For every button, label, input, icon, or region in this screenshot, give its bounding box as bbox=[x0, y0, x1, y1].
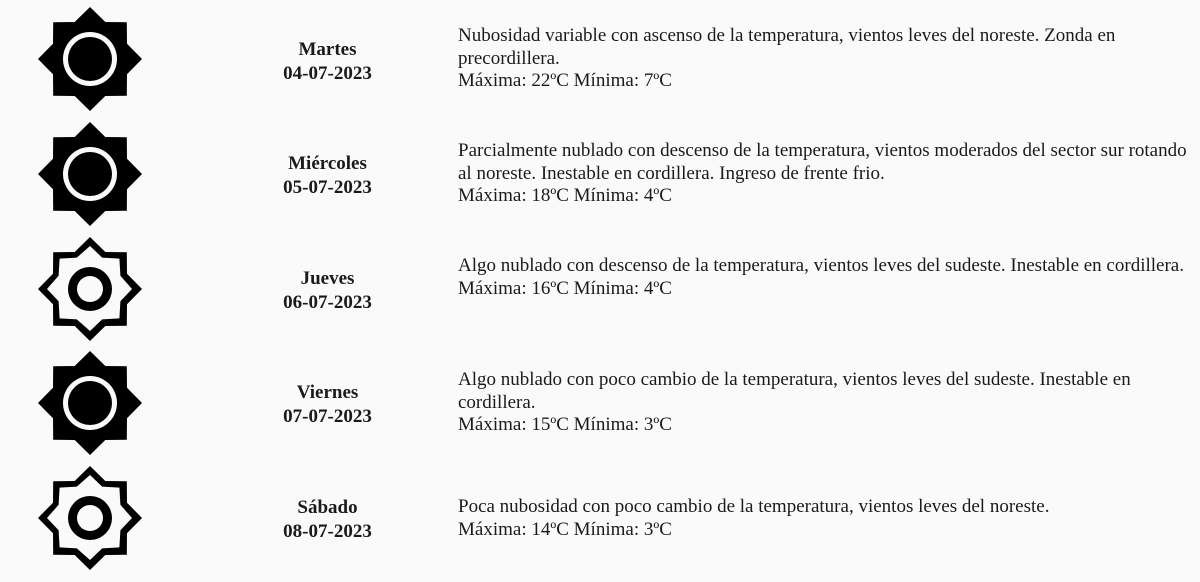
temperature-range: Máxima: 15ºC Mínima: 3ºC bbox=[458, 414, 672, 435]
description-text: Algo nublado con poco cambio de la temperatura, vientos leves del sudeste. Inestable en cordillera. bbox=[458, 369, 1131, 413]
day-date: 08-07-2023 bbox=[283, 521, 372, 542]
description-text: Nubosidad variable con ascenso de la temperatura, vientos leves del noreste. Zonda en precordillera. bbox=[458, 25, 1116, 69]
temperature-range: Máxima: 14ºC Mínima: 3ºC bbox=[458, 518, 672, 540]
day-date: 04-07-2023 bbox=[283, 63, 372, 84]
day-date: 05-07-2023 bbox=[283, 177, 372, 198]
day-weekday: Jueves bbox=[300, 268, 355, 289]
day-description bbox=[458, 369, 1196, 437]
day-weekday: Sábado bbox=[297, 497, 358, 518]
sun-outline-icon bbox=[36, 235, 144, 343]
day-heading bbox=[230, 267, 425, 315]
forecast-row-martes bbox=[0, 5, 1200, 119]
day-weekday: Martes bbox=[298, 39, 357, 60]
day-date: 07-07-2023 bbox=[283, 406, 372, 427]
temperature-range: Máxima: 22ºC Mínima: 7ºC bbox=[458, 70, 672, 91]
day-description bbox=[458, 25, 1196, 93]
temperature-range: Máxima: 16ºC Mínima: 4ºC bbox=[458, 277, 672, 299]
day-description bbox=[458, 255, 1196, 300]
day-heading bbox=[230, 381, 425, 429]
sun-filled-icon bbox=[36, 5, 144, 113]
day-description bbox=[458, 496, 1196, 541]
description-text: Algo nublado con descenso de la temperatura, vientos leves del sudeste. Inestable en cordillera. bbox=[458, 255, 1184, 276]
description-text: Parcialmente nublado con descenso de la temperatura, vientos moderados del sector sur rotando al noreste. Inestable en cordillera. Ingreso de frente frio. bbox=[458, 140, 1187, 184]
forecast-row-viernes bbox=[0, 349, 1200, 463]
day-heading bbox=[230, 152, 425, 200]
forecast-row-sabado bbox=[0, 464, 1200, 578]
description-text: Poca nubosidad con poco cambio de la temperatura, vientos leves del noreste. bbox=[458, 496, 1050, 517]
day-description bbox=[458, 140, 1196, 208]
day-weekday: Miércoles bbox=[288, 153, 367, 174]
day-date: 06-07-2023 bbox=[283, 292, 372, 313]
sun-filled-icon bbox=[36, 349, 144, 457]
forecast-row-jueves bbox=[0, 235, 1200, 349]
day-heading bbox=[230, 38, 425, 86]
forecast-row-miercoles bbox=[0, 120, 1200, 234]
day-heading bbox=[230, 496, 425, 544]
temperature-range: Máxima: 18ºC Mínima: 4ºC bbox=[458, 185, 672, 206]
sun-filled-icon bbox=[36, 120, 144, 228]
day-weekday: Viernes bbox=[296, 382, 359, 403]
sun-outline-icon bbox=[36, 464, 144, 572]
